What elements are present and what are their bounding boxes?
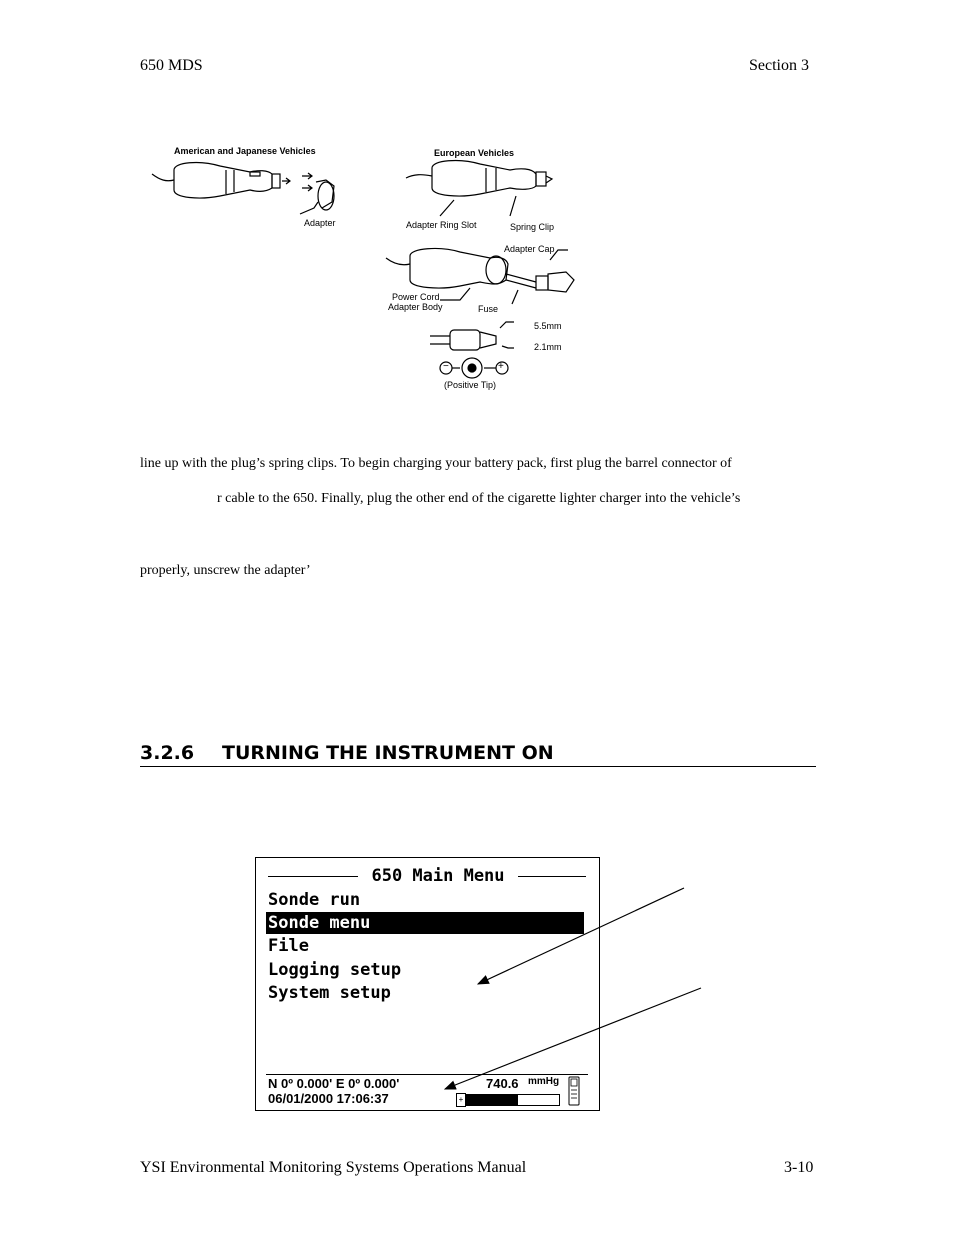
european-vehicles-title: European Vehicles: [434, 148, 515, 158]
section-number: 3.2.6: [140, 742, 195, 764]
footer-page-number: 3-10: [784, 1159, 814, 1176]
gps-coordinates: N 0º 0.000' E 0º 0.000': [268, 1076, 400, 1091]
battery-icon: +: [456, 1093, 466, 1107]
adapter-label: Adapter: [304, 218, 336, 228]
header-right: Section 3: [749, 57, 809, 74]
dimension-5-5mm-label: 5.5mm: [534, 321, 562, 331]
status-callout-arrow: [445, 988, 701, 1089]
date-time: 06/01/2000 17:06:37: [268, 1091, 389, 1106]
paragraph-line-3: properly, unscrew the adapter’: [140, 563, 311, 578]
pressure-unit: mmHg: [528, 1076, 560, 1087]
header-left: 650 MDS: [140, 57, 203, 74]
menu-item-system-setup[interactable]: System setup: [268, 983, 391, 1003]
adapter-ring-slot-label: Adapter Ring Slot: [406, 220, 477, 230]
plus-sign: +: [498, 361, 504, 372]
adapter-body-label: Adapter Body: [388, 302, 443, 312]
power-cord-label: Power Cord: [392, 292, 440, 302]
pressure-value: 740.6: [486, 1076, 519, 1091]
menu-item-file[interactable]: File: [268, 936, 309, 956]
american-vehicles-title: American and Japanese Vehicles: [174, 146, 316, 156]
positive-tip-label: (Positive Tip): [444, 380, 497, 390]
paragraph-line-2: r cable to the 650. Finally, plug the other end of the cigarette lighter charger into the vehicle’s: [217, 491, 741, 506]
dimension-2-1mm-label: 2.1mm: [534, 342, 562, 352]
minus-sign: −: [443, 361, 449, 372]
section-title: TURNING THE INSTRUMENT ON: [222, 742, 554, 764]
spring-clip-label: Spring Clip: [510, 222, 555, 232]
menu-item-sonde-menu[interactable]: Sonde menu: [266, 912, 584, 934]
fuse-label: Fuse: [478, 304, 499, 314]
screen-title: 650 Main Menu: [358, 866, 518, 886]
menu-item-logging-setup[interactable]: Logging setup: [268, 960, 402, 980]
menu-callout-arrow: [478, 888, 684, 984]
menu-item-sonde-run[interactable]: Sonde run: [268, 890, 361, 910]
adapter-cap-label: Adapter Cap: [504, 244, 555, 254]
paragraph-line-1: line up with the plug’s spring clips. To begin charging your battery pack, first plug the barrel connector of: [140, 456, 732, 471]
footer-left: YSI Environmental Monitoring Systems Operations Manual: [140, 1159, 527, 1176]
